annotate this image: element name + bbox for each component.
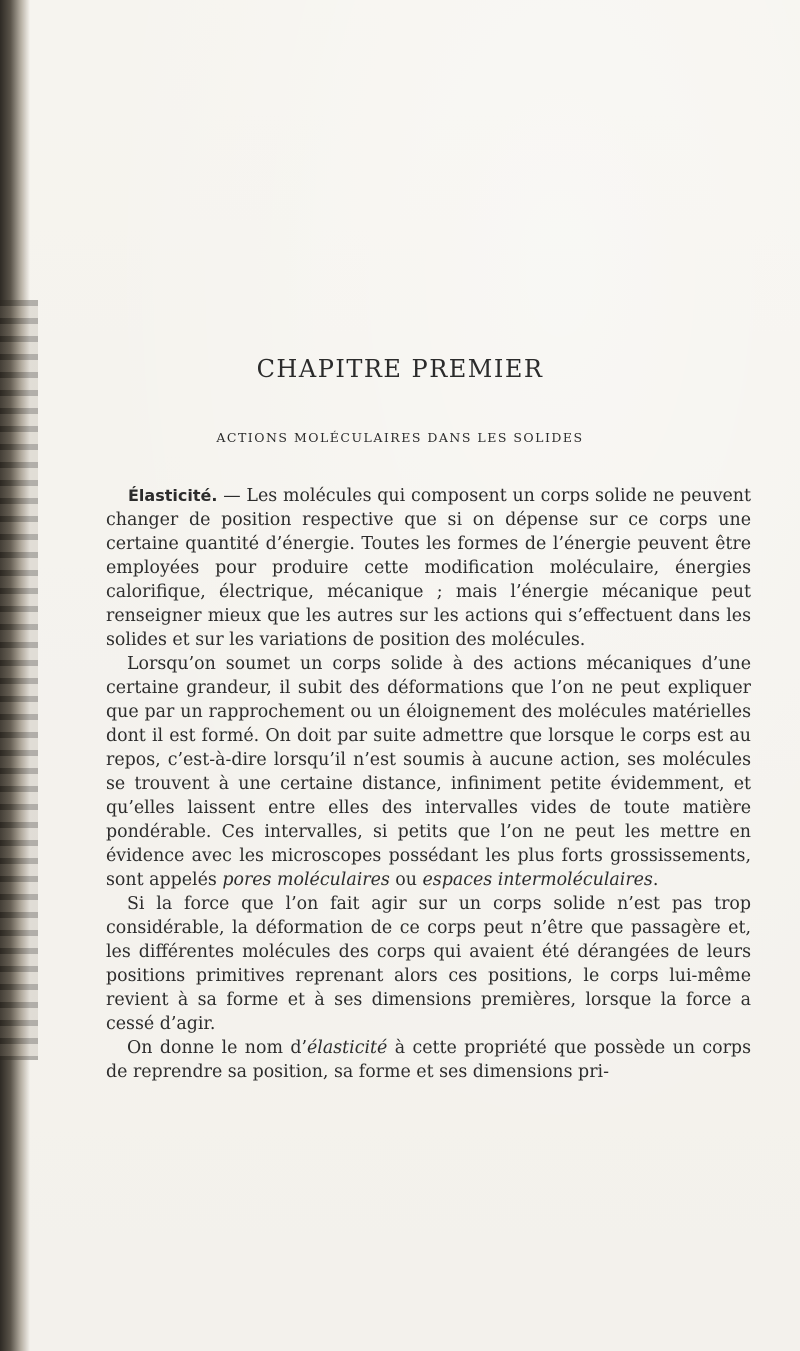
italic-term: pores moléculaires (222, 870, 390, 890)
section-title: ACTIONS MOLÉCULAIRES DANS LES SOLIDES (216, 430, 584, 445)
paragraph-lead: Élasticité. (128, 486, 218, 505)
paragraph-text: à cette propriété que possède un corps de reprendre sa position, sa forme et ses dimensions pri- (106, 1038, 751, 1082)
paragraph-definition (106, 1036, 751, 1084)
paragraph-text: — Les molécules qui composent un corps solide ne peuvent changer de position respective que si on dépense sur ce corps une certaine quantité d’énergie. Toutes les formes de l’énergie peuvent être employées pour produire cette modification moléculaire, énergies calorifique, électrique, mécanique ; mais l’énergie mécanique peut renseigner mieux que les autres sur les actions qui s’effectuent dans les solides et sur les variations de position des molécules. (106, 486, 751, 650)
paragraph-text: Si la force que l’on fait agir sur un corps solide n’est pas trop considérable, la déformation de ce corps peut n’être que passagère et, les différentes molécules des corps qui avaient été dérangées de leurs positions primitives reprenant alors ces positions, le corps lui-même revient à sa forme et à ses dimensions premières, lorsque la force a cessé d’agir. (106, 894, 751, 1034)
paragraph-text: Lorsqu’on soumet un corps solide à des actions mécaniques d’une certaine grandeur, il subit des déformations que l’on ne peut expliquer que par un rapprochement ou un éloignement des molécules matérielles dont il est formé. On doit par suite admettre que lorsque le corps est au repos, c’est-à-dire lorsqu’il n’est soumis à aucune action, ses molécules se trouvent à une certaine distance, infiniment petite évidemment, et qu’elles laissent entre elles des intervalles vides de toute matière pondérable. Ces intervalles, si petits que l’on ne peut les mettre en évidence avec les microscopes possédant les plus forts grossissements, sont appelés (106, 654, 751, 890)
italic-term: espaces intermoléculaires (422, 870, 653, 890)
binding-shadow (0, 300, 38, 1060)
chapter-title: CHAPITRE PREMIER (256, 355, 544, 383)
paragraph-text: . (652, 870, 659, 890)
paragraph-elasticite (106, 484, 751, 652)
paragraph-deformation (106, 892, 751, 1036)
body-text (106, 484, 751, 1084)
paragraph-text: ou (389, 870, 423, 890)
paragraph-pores (106, 652, 751, 892)
italic-term: élasticité (307, 1038, 388, 1058)
paragraph-text: On donne le nom d’ (127, 1038, 308, 1058)
